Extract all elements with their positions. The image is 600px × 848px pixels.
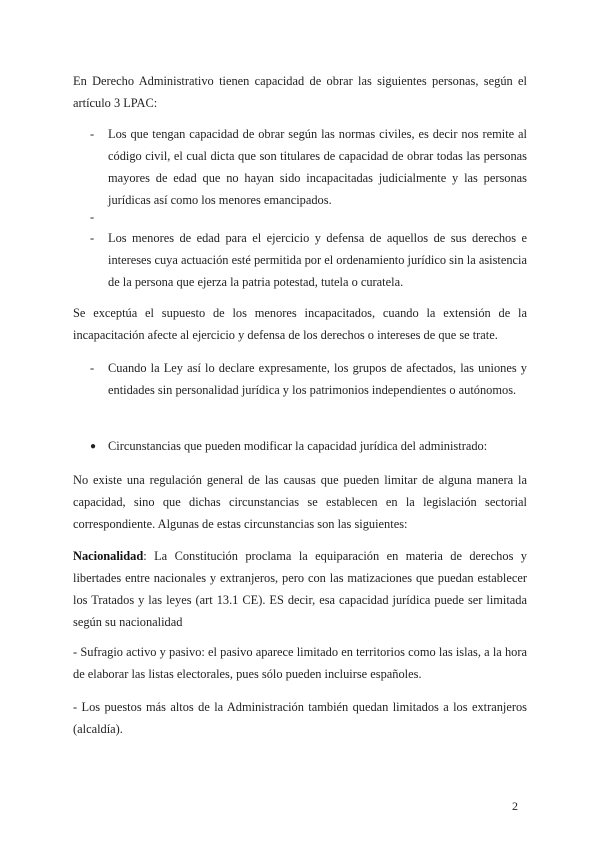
bullet-item-circumstances: Circunstancias que pueden modificar la capacidad jurídica del administrado: [108,439,488,453]
list-item-minors: Los menores de edad para el ejercicio y defensa de aquellos de sus derechos e intereses cuya actuación esté permitida por el ordenamiento jurídico sin la asistencia de la persona que ejerza la patria potestad, tutela o curatela. [108,231,527,289]
bullet-marker: ● [90,441,97,452]
nationality-text: : La Constitución proclama la equiparación en materia de derechos y libertades entre nacionales y extranjeros, pero con las matizaciones que puedan establecer los Tratados y las leyes (art 13.1 CE). ES decir, esa capacidad jurídica puede ser limitada según su nacionalidad [73,549,527,629]
posts-paragraph: - Los puestos más altos de la Administración también quedan limitados a los extranjeros (alcaldía). [73,700,527,736]
list-item-civil-capacity: Los que tengan capacidad de obrar según las normas civiles, es decir nos remite al código civil, el cual dicta que son titulares de capacidad de obrar todas las personas mayores de edad que no hayan sido incapacitadas judicialmente y las personas jurídicas así como los menores emancipados. [108,127,527,207]
intro-paragraph: En Derecho Administrativo tienen capacidad de obrar las siguientes personas, según el artículo 3 LPAC: [73,74,527,110]
nationality-paragraph [73,545,527,633]
regulation-paragraph: No existe una regulación general de las causas que pueden limitar de alguna manera la capacidad, sino que dichas circunstancias se establecen en la legislación sectorial correspondiente. Algunas de estas circunstancias son las siguientes: [73,473,527,531]
list-item-marker: - [90,210,95,224]
list-item-marker: - [90,361,95,375]
suffrage-paragraph: - Sufragio activo y pasivo: el pasivo aparece limitado en territorios como las islas, a la hora de elaborar las listas electorales, pues sólo pueden incluirse españoles. [73,645,527,681]
nationality-label: Nacionalidad [73,549,144,563]
exception-paragraph: Se exceptúa el supuesto de los menores incapacitados, cuando la extensión de la incapacitación afecte al ejercicio y defensa de los derechos o intereses de que se trate. [73,306,527,342]
list-item-marker: - [90,127,95,141]
list-item-groups: Cuando la Ley así lo declare expresamente, los grupos de afectados, las uniones y entidades sin personalidad jurídica y los patrimonios independientes o autónomos. [108,361,527,397]
list-item-marker: - [90,231,95,245]
page-number: 2 [512,799,518,813]
